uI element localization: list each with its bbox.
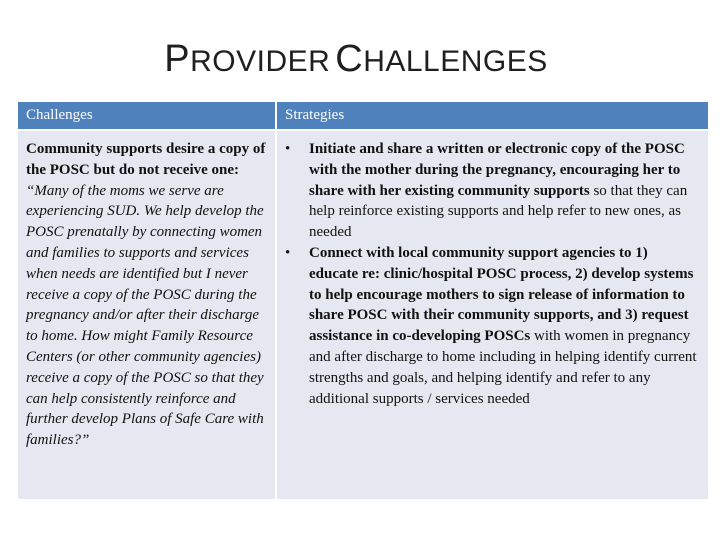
challenge-intro: Community supports desire a copy of the POSC but do not receive one:: [26, 141, 266, 178]
header-challenges: Challenges: [18, 102, 276, 130]
table-row: [18, 130, 708, 499]
challenges-table: [18, 102, 708, 499]
strategy-item: [285, 139, 700, 243]
strategy-plain-text: with women in pregnancy and after discharge to home including in helping identify current strengths and goals, and helping identify and refer to any additional supports / services needed: [309, 328, 697, 407]
bullet-marker: •: [285, 244, 291, 261]
strategy-bold-text: Initiate and share a written or electronic copy of the POSC with the mother during the pregnancy, encouraging her to share with her existing community supports: [309, 141, 685, 199]
table-header-row: [18, 102, 708, 130]
bullet-marker: •: [285, 141, 291, 157]
strategies-cell: [276, 130, 708, 499]
slide-title: [0, 38, 712, 81]
title-initial-1: P: [164, 38, 191, 80]
title-rest-1: ROVIDER: [190, 45, 331, 78]
challenge-quote: “Many of the moms we serve are experiencing SUD. We help develop the POSC prenatally by connecting women and families to supports and services when needs are identified but I never receive a copy of the POSC during the pregnancy and/or after their discharge to home. How might Family Resource Centers (or other community agencies) receive a copy of the POSC so that they can help consistently reinforce and further develop Plans of Safe Care with families?”: [26, 182, 264, 449]
title-rest-2: HALLENGES: [363, 45, 548, 78]
challenge-cell: [18, 130, 276, 499]
title-initial-2: C: [335, 38, 364, 80]
strategy-item: [285, 243, 700, 409]
header-strategies: Strategies: [276, 102, 708, 130]
strategy-plain-text: so that they can help reinforce existing supports and help refer to new ones, as needed: [309, 182, 688, 241]
strategy-bold-text: Connect with local community support agencies to 1) educate re: clinic/hospital POSC process, 2) develop systems to help encourage mothers to sign release of information to share POSC with their community supports, and 3) request assistance in co-developing POSCs: [309, 244, 694, 345]
strategies-list: [285, 139, 700, 409]
